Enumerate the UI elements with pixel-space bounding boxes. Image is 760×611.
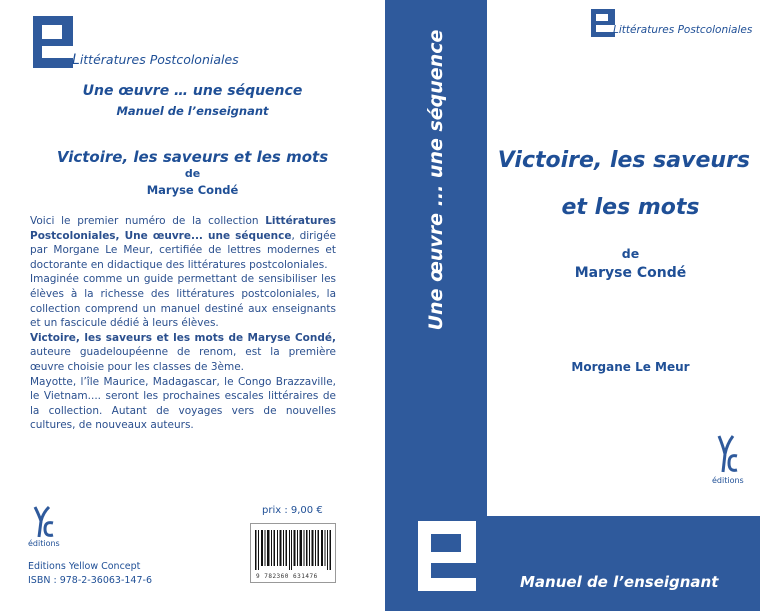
front-editions-label: éditions: [712, 476, 744, 485]
back-editions-label: éditions: [28, 539, 60, 548]
barcode-icon: [255, 530, 331, 570]
front-author: Maryse Condé: [574, 265, 687, 281]
back-collection-subtitle: Manuel de l’enseignant: [116, 104, 269, 118]
back-de: de: [184, 167, 201, 180]
back-collection-title: Une œuvre … une séquence: [82, 83, 303, 99]
back-publisher-logo: [28, 505, 60, 548]
front-publisher-logo: [712, 432, 744, 485]
back-isbn: ISBN : 978-2-36063-147-6: [28, 575, 152, 586]
back-publisher-name: Editions Yellow Concept: [28, 561, 141, 572]
yc-editions-logo-icon: [716, 432, 740, 476]
back-description: [30, 214, 336, 433]
barcode-number: 9 782360 631476: [256, 573, 318, 580]
p3-text-b: auteure guadeloupéenne de renom, est la première œuvre choisie pour les classes de 3ème.: [30, 346, 336, 373]
p1-text-bold: Littératures Postcoloniales, Une œuvre... une séquence: [30, 215, 336, 242]
p3-text-bold: Victoire, les saveurs et les mots de Maryse Condé,: [30, 331, 336, 344]
back-paragraph-3: [30, 331, 336, 375]
e-logo-icon: [591, 9, 615, 37]
back-paragraph-4: Mayotte, l’île Maurice, Madagascar, le Congo Brazzaville, le Vietnam.... seront les prochaines escales littéraires de la collection. Autant de voyages vers de nouvelles cultures, de nouveaux auteurs.: [30, 375, 336, 432]
front-series-first-letter: L: [613, 24, 619, 36]
e-logo-icon: [33, 16, 73, 68]
barcode: [250, 523, 336, 583]
back-book-title: Victoire, les saveurs et les mots: [56, 148, 329, 166]
spine-title: Une œuvre ... une séquence: [425, 29, 447, 331]
front-manual-label: Manuel de l’enseignant: [520, 573, 719, 591]
p1-text-c: , dirigée par Morgane Le Meur, certifiée de lettres modernes et doctorante en didactique des littératures postcoloniales.: [30, 229, 336, 271]
p1-text-a: Voici le premier numéro de la collection: [30, 215, 266, 227]
series-first-letter: L: [72, 52, 80, 68]
e-logo-icon: [418, 521, 476, 591]
back-series-name: [72, 52, 239, 68]
price: prix : 9,00 €: [262, 505, 323, 516]
series-rest: ittératures Postcoloniales: [79, 52, 239, 67]
back-paragraph-1: [30, 214, 336, 272]
front-writer: Morgane Le Meur: [571, 360, 690, 374]
front-series-name: [613, 24, 752, 36]
front-series-rest: ittératures Postcoloniales: [618, 24, 753, 36]
back-author: Maryse Condé: [146, 183, 239, 197]
yc-editions-logo-icon: [31, 505, 57, 539]
front-title-line1: Victoire, les saveurs: [497, 148, 750, 173]
back-paragraph-2: Imaginée comme un guide permettant de sensibiliser les élèves à la richesse des littératures postcoloniales, la collection comprend un manuel destiné aux enseignants et un fascicule dédié à leurs élèves.: [30, 273, 336, 330]
front-de: de: [621, 246, 640, 261]
front-title-line2: et les mots: [561, 195, 700, 220]
